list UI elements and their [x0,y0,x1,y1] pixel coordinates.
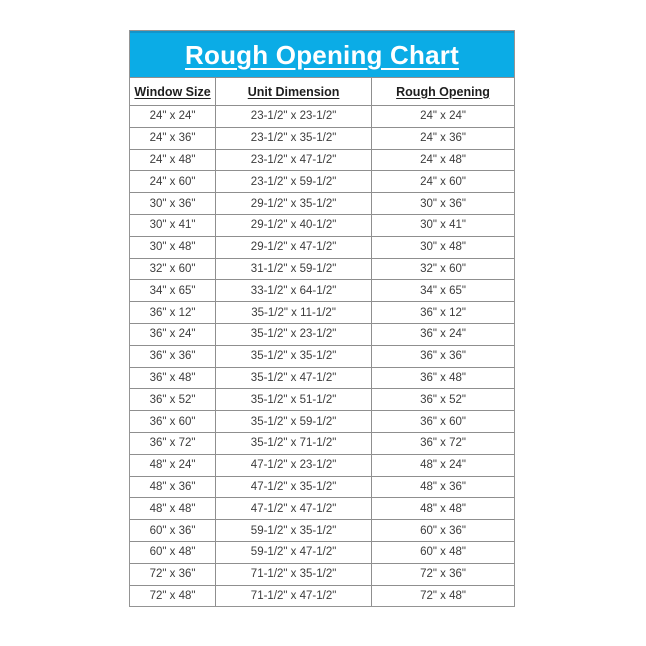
table-row [130,193,514,215]
table-row [130,411,514,433]
table-row [130,106,514,128]
table-cell: 60" x 36" [130,520,216,542]
table-cell: 24" x 24" [372,106,514,128]
table-cell: 36" x 60" [130,411,216,433]
table-cell: 36" x 12" [130,302,216,324]
table-row [130,454,514,476]
table-cell: 34" x 65" [372,280,514,302]
table-cell: 29-1/2" x 47-1/2" [216,236,372,258]
chart-title-band [130,31,514,77]
table-row [130,214,514,236]
table-cell: 30" x 41" [372,214,514,236]
table-cell: 36" x 36" [130,345,216,367]
table-cell: 33-1/2" x 64-1/2" [216,280,372,302]
table-cell: 24" x 24" [130,106,216,128]
table-cell: 23-1/2" x 47-1/2" [216,149,372,171]
table-cell: 36" x 48" [372,367,514,389]
table-cell: 35-1/2" x 59-1/2" [216,411,372,433]
table-cell: 23-1/2" x 23-1/2" [216,106,372,128]
table-row [130,520,514,542]
table-cell: 29-1/2" x 35-1/2" [216,193,372,215]
table-cell: 36" x 52" [372,389,514,411]
table-cell: 24" x 36" [130,127,216,149]
table-cell: 23-1/2" x 35-1/2" [216,127,372,149]
table-cell: 60" x 48" [130,541,216,563]
rough-opening-chart [129,30,515,607]
table-cell: 32" x 60" [372,258,514,280]
table-row [130,585,514,606]
table-row [130,432,514,454]
table-cell: 35-1/2" x 11-1/2" [216,302,372,324]
table-cell: 71-1/2" x 47-1/2" [216,585,372,606]
table-cell: 24" x 60" [372,171,514,193]
table-cell: 36" x 24" [372,323,514,345]
table-cell: 47-1/2" x 23-1/2" [216,454,372,476]
rough-opening-table [130,77,514,606]
table-cell: 36" x 72" [372,432,514,454]
table-cell: 72" x 36" [130,563,216,585]
table-cell: 72" x 36" [372,563,514,585]
table-cell: 35-1/2" x 35-1/2" [216,345,372,367]
table-cell: 24" x 36" [372,127,514,149]
table-cell: 36" x 52" [130,389,216,411]
table-cell: 30" x 48" [372,236,514,258]
column-header-window-size: Window Size [130,78,216,106]
table-cell: 48" x 36" [372,476,514,498]
table-cell: 29-1/2" x 40-1/2" [216,214,372,236]
table-cell: 48" x 48" [130,498,216,520]
table-cell: 36" x 24" [130,323,216,345]
table-cell: 60" x 48" [372,541,514,563]
table-row [130,498,514,520]
table-cell: 30" x 36" [130,193,216,215]
table-cell: 32" x 60" [130,258,216,280]
table-cell: 35-1/2" x 47-1/2" [216,367,372,389]
table-row [130,541,514,563]
table-cell: 48" x 24" [372,454,514,476]
table-row [130,236,514,258]
table-cell: 24" x 48" [372,149,514,171]
table-cell: 36" x 48" [130,367,216,389]
table-row [130,563,514,585]
table-cell: 36" x 72" [130,432,216,454]
table-cell: 71-1/2" x 35-1/2" [216,563,372,585]
table-cell: 47-1/2" x 35-1/2" [216,476,372,498]
table-cell: 24" x 60" [130,171,216,193]
table-cell: 34" x 65" [130,280,216,302]
table-row [130,302,514,324]
table-cell: 30" x 41" [130,214,216,236]
table-cell: 72" x 48" [372,585,514,606]
column-header-rough-opening: Rough Opening [372,78,514,106]
table-cell: 59-1/2" x 35-1/2" [216,520,372,542]
column-header-unit-dimension: Unit Dimension [216,78,372,106]
table-cell: 60" x 36" [372,520,514,542]
table-cell: 30" x 36" [372,193,514,215]
table-cell: 48" x 24" [130,454,216,476]
table-cell: 36" x 36" [372,345,514,367]
table-cell: 31-1/2" x 59-1/2" [216,258,372,280]
table-cell: 48" x 48" [372,498,514,520]
table-cell: 72" x 48" [130,585,216,606]
table-body [130,106,514,607]
table-cell: 24" x 48" [130,149,216,171]
table-row [130,149,514,171]
table-row [130,171,514,193]
table-cell: 48" x 36" [130,476,216,498]
table-row [130,258,514,280]
table-row [130,280,514,302]
table-cell: 30" x 48" [130,236,216,258]
table-cell: 35-1/2" x 71-1/2" [216,432,372,454]
table-cell: 47-1/2" x 47-1/2" [216,498,372,520]
table-row [130,127,514,149]
table-cell: 35-1/2" x 23-1/2" [216,323,372,345]
table-cell: 59-1/2" x 47-1/2" [216,541,372,563]
table-row [130,389,514,411]
table-cell: 36" x 12" [372,302,514,324]
table-row [130,323,514,345]
table-row [130,345,514,367]
table-cell: 35-1/2" x 51-1/2" [216,389,372,411]
chart-title: Rough Opening Chart [185,40,459,70]
table-cell: 36" x 60" [372,411,514,433]
table-row [130,367,514,389]
table-cell: 23-1/2" x 59-1/2" [216,171,372,193]
table-row [130,476,514,498]
header-row [130,78,514,106]
